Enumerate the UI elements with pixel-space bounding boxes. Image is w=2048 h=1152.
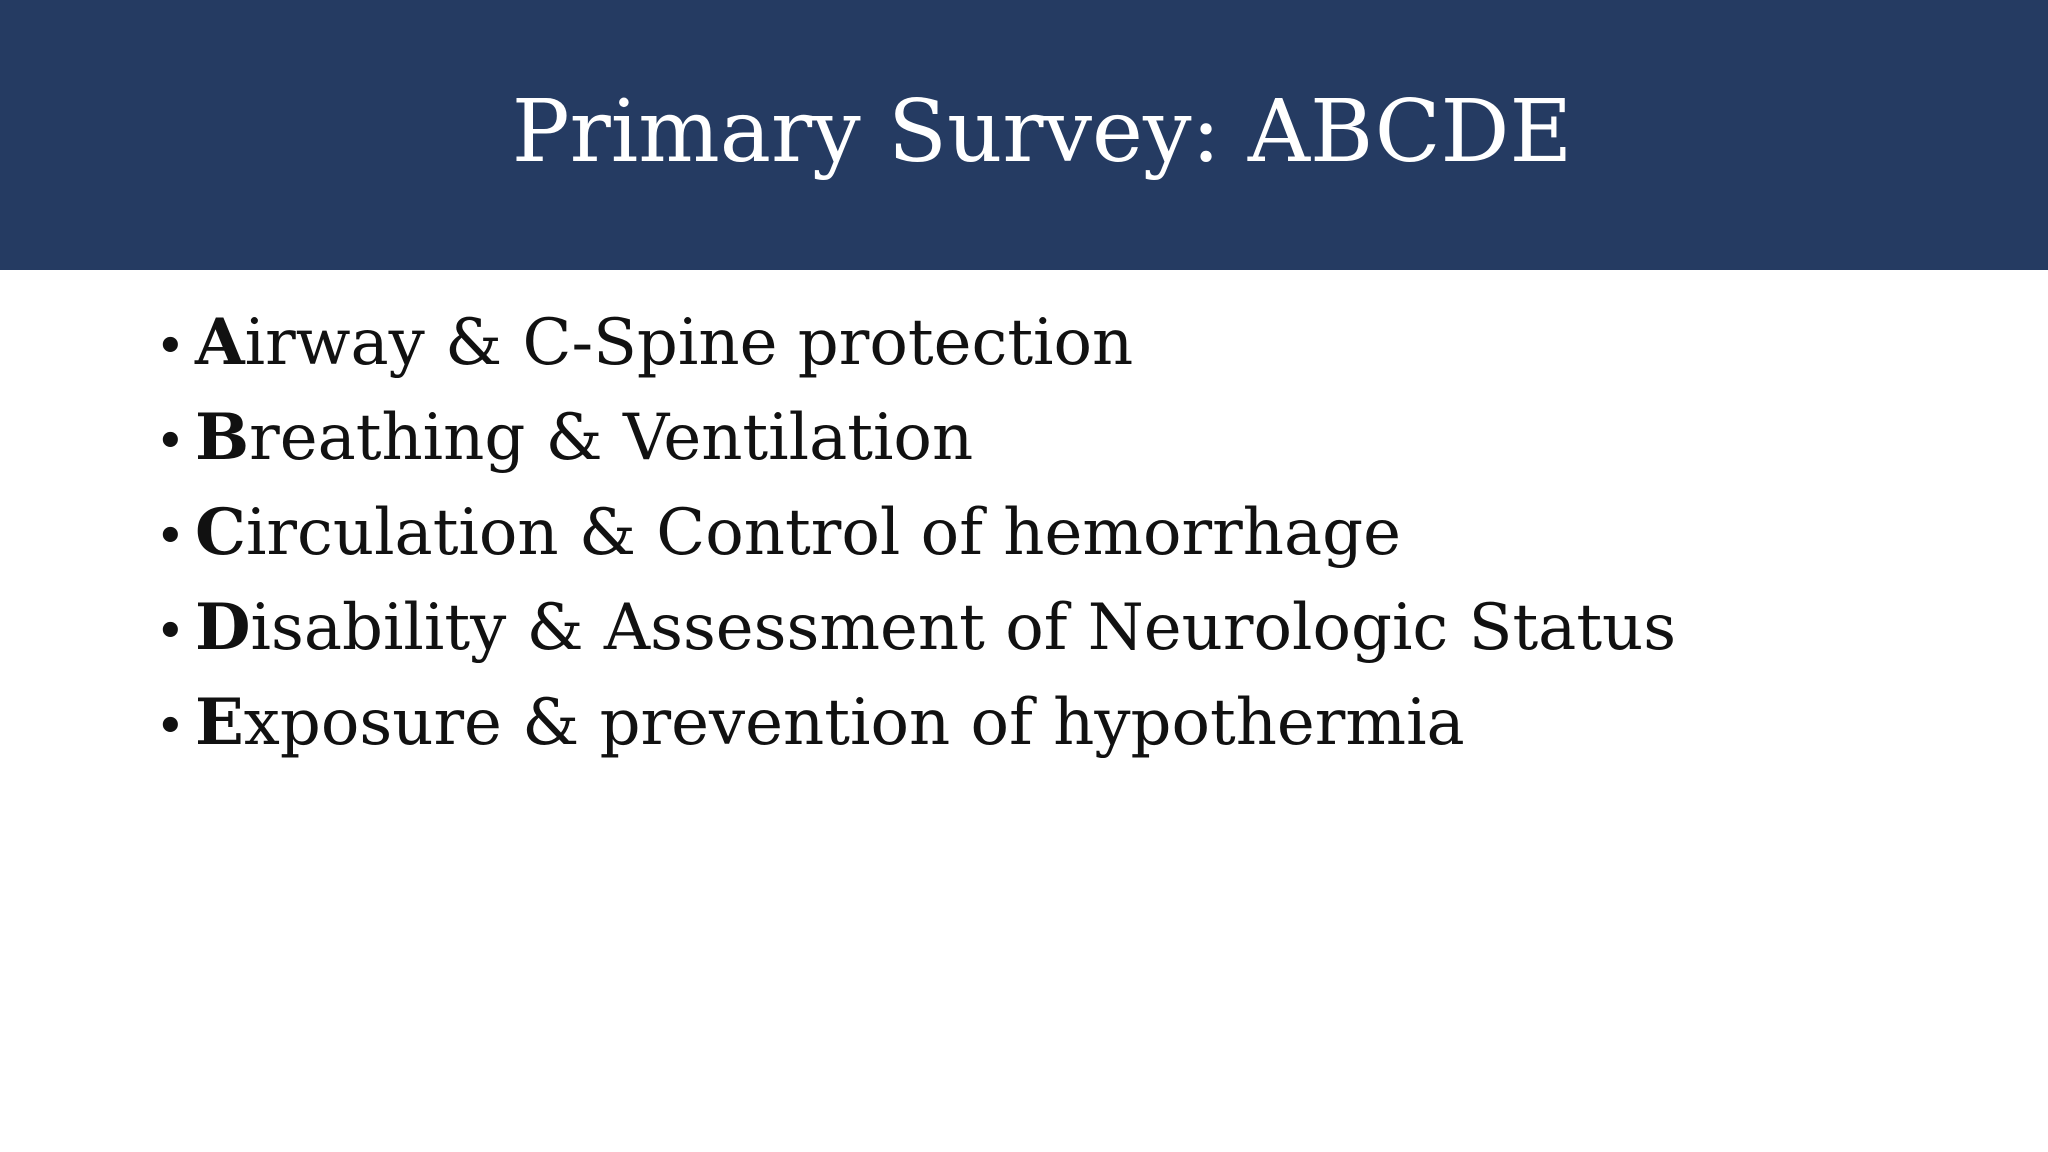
bullet-initial: B: [195, 400, 250, 475]
bullet-item-exposure: [155, 685, 1676, 780]
bullet-dot: •: [155, 317, 186, 377]
bullet-initial: A: [195, 305, 245, 380]
bullet-dot: •: [155, 507, 186, 567]
bullet-initial: C: [195, 495, 246, 570]
bullet-item-breathing: [155, 400, 1676, 495]
bullet-item-disability: [155, 590, 1676, 685]
bullet-item-airway: [155, 305, 1676, 400]
bullet-text: irway & C-Spine protection: [244, 306, 1134, 380]
bullet-list: [155, 305, 1676, 780]
slide-title: Primary Survey: ABCDE: [511, 82, 1573, 182]
bullet-initial: E: [195, 685, 244, 760]
bullet-text: isability & Assessment of Neurologic Status: [250, 591, 1677, 665]
bullet-text: xposure & prevention of hypothermia: [243, 686, 1465, 760]
bullet-text: reathing & Ventilation: [249, 401, 974, 475]
bullet-item-circulation: [155, 495, 1676, 590]
title-bar: [0, 0, 2048, 270]
bullet-dot: •: [155, 602, 186, 662]
bullet-dot: •: [155, 697, 186, 757]
bullet-initial: D: [195, 590, 251, 665]
bullet-dot: •: [155, 412, 186, 472]
bullet-text: irculation & Control of hemorrhage: [245, 496, 1401, 570]
